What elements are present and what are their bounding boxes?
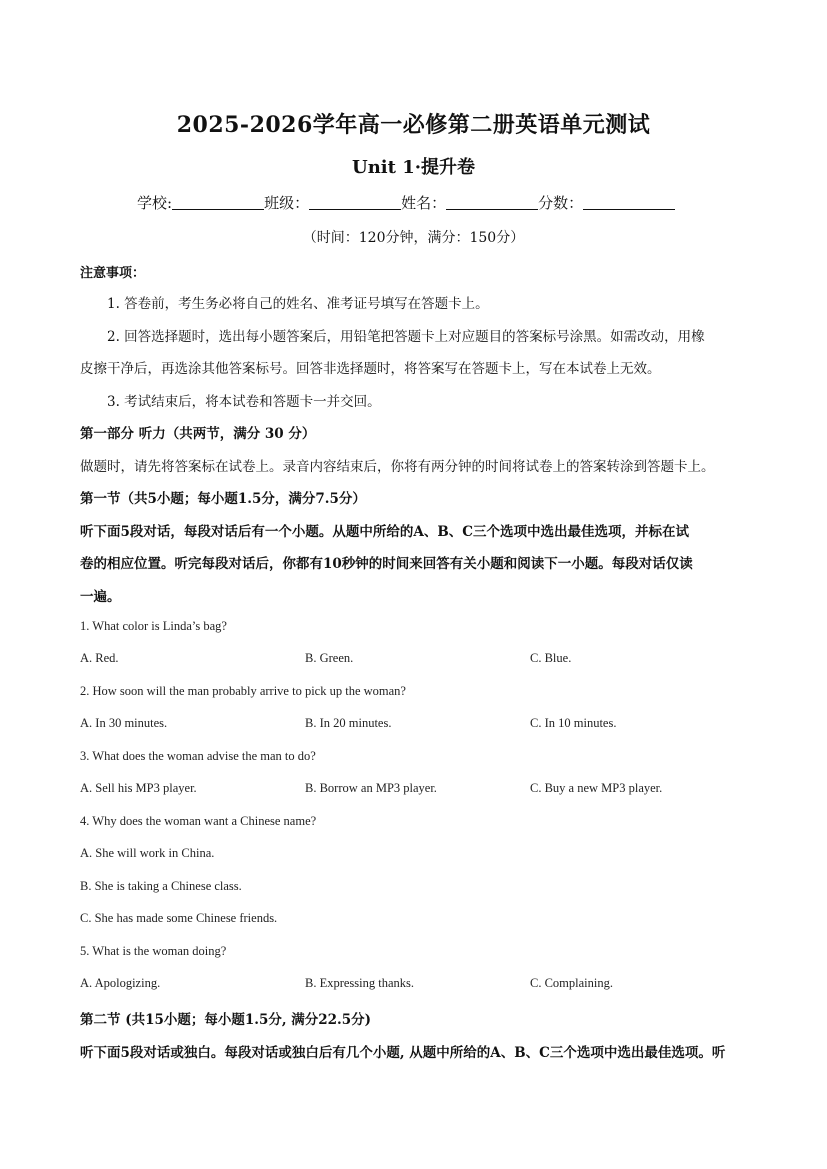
page-title: 2025-2026学年高一必修第二册英语单元测试: [176, 112, 651, 138]
school-blank: [172, 195, 264, 210]
option-b: B. In 20 minutes.: [305, 716, 392, 730]
option-c: C. She has made some Chinese friends.: [80, 911, 278, 925]
section2-heading: 第二节 (共15小题；每小题1.5分, 满分22.5分): [80, 1012, 372, 1028]
class-label: 班级：: [264, 194, 310, 212]
option-c: C. In 10 minutes.: [530, 716, 617, 730]
option-a: A. Sell his MP3 player.: [80, 781, 197, 795]
part1-heading: 第一部分 听力（共两节，满分 30 分）: [80, 426, 316, 442]
option-a: A. She will work in China.: [80, 846, 215, 860]
option-b: B. Borrow an MP3 player.: [305, 781, 437, 795]
question-stem: 5. What is the woman doing?: [80, 944, 227, 958]
question-stem: 3. What does the woman advise the man to do?: [80, 749, 316, 763]
option-c: C. Complaining.: [530, 976, 613, 990]
section1-instruction-line-3: 一遍。: [80, 589, 121, 605]
class-blank: [309, 195, 401, 210]
name-label: 姓名：: [401, 194, 447, 212]
section2-instruction-line-1: 听下面5段对话或独白。每段对话或独白后有几个小题, 从题中所给的A、B、C三个选项中选出最佳选项。听: [80, 1045, 726, 1061]
section1-heading: 第一节（共5小题；每小题1.5分，满分7.5分）: [80, 491, 366, 507]
option-b: B. Green.: [305, 651, 354, 665]
page-subtitle: Unit 1·提升卷: [352, 157, 475, 178]
note-item-1: 1. 答卷前，考生务必将自己的姓名、准考证号填写在答题卡上。: [107, 296, 489, 312]
question-stem: 4. Why does the woman want a Chinese name?: [80, 814, 317, 828]
note-item-3: 3. 考试结束后，将本试卷和答题卡一并交回。: [107, 394, 381, 410]
option-b: B. Expressing thanks.: [305, 976, 415, 990]
school-label: 学校:: [137, 194, 173, 212]
note-item-2-line-2: 皮擦干净后，再选涂其他答案标号。回答非选择题时，将答案写在答题卡上，写在本试卷上无效。: [80, 361, 661, 377]
name-blank: [446, 195, 538, 210]
option-a: A. Red.: [80, 651, 119, 665]
option-b: B. She is taking a Chinese class.: [80, 879, 242, 893]
student-info-row: [137, 192, 675, 213]
notes-heading: 注意事项：: [80, 266, 146, 281]
question-stem: 2. How soon will the man probably arrive to pick up the woman?: [80, 684, 406, 698]
time-line: （时间：120分钟，满分：150分）: [302, 230, 525, 246]
question-stem: 1. What color is Linda’s bag?: [80, 619, 227, 633]
score-label: 分数：: [538, 194, 584, 212]
option-a: A. In 30 minutes.: [80, 716, 168, 730]
part1-intro: 做题时，请先将答案标在试卷上。录音内容结束后，你将有两分钟的时间将试卷上的答案转涂到答题卡上。: [80, 459, 715, 475]
score-blank: [583, 195, 675, 210]
option-a: A. Apologizing.: [80, 976, 161, 990]
section1-instruction-line-1: 听下面5段对话，每段对话后有一个小题。从题中所给的A、B、C三个选项中选出最佳选项，并标在试: [80, 524, 690, 540]
option-c: C. Buy a new MP3 player.: [530, 781, 663, 795]
section1-instruction-line-2: 卷的相应位置。听完每段对话后，你都有10秒钟的时间来回答有关小题和阅读下一小题。每段对话仅读: [80, 556, 693, 572]
option-c: C. Blue.: [530, 651, 572, 665]
note-item-2-line-1: 2. 回答选择题时，选出每小题答案后，用铅笔把答题卡上对应题目的答案标号涂黑。如需改动，用橡: [107, 329, 705, 345]
